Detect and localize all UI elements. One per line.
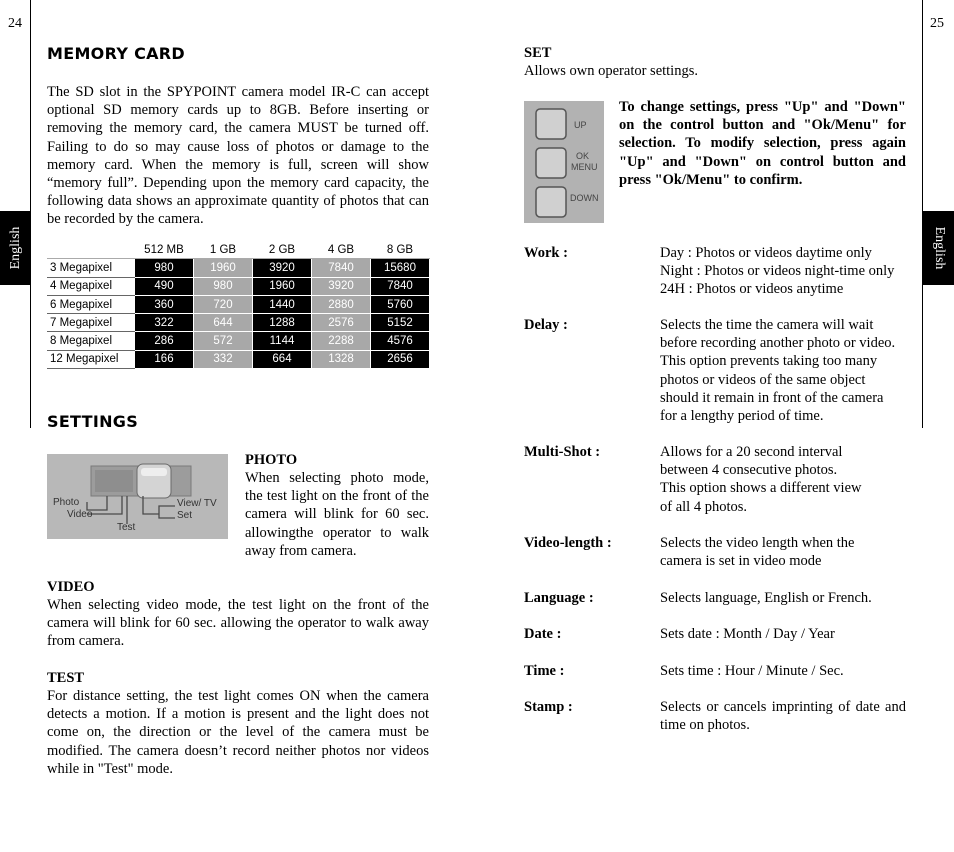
table-row xyxy=(48,332,430,350)
setting-line: should it remain in front of the camera xyxy=(660,389,884,406)
menu-label-line: MENU xyxy=(571,162,598,172)
setting-value: Selects or cancels imprinting of date and time on photos. xyxy=(660,699,906,734)
table-cell: 166 xyxy=(135,350,194,368)
setting-key: Delay : xyxy=(524,317,568,333)
row-label: 8 Megapixel xyxy=(48,332,135,350)
right-page-number: 25 xyxy=(930,16,944,31)
table-cell: 1960 xyxy=(194,259,253,277)
setting-value xyxy=(660,534,906,570)
switch-label-set: Set xyxy=(177,510,193,521)
table-row xyxy=(48,314,430,332)
table-cell: 980 xyxy=(194,277,253,295)
setting-line: Selects the video length when the xyxy=(660,535,855,551)
button-label-down: DOWN xyxy=(570,193,599,203)
table-cell: 1960 xyxy=(253,277,312,295)
setting-line: between 4 consecutive photos. xyxy=(660,462,838,479)
table-cell: 572 xyxy=(194,332,253,350)
row-label: 3 Megapixel xyxy=(48,259,135,277)
set-heading: SET xyxy=(524,45,552,61)
language-tab-label: English xyxy=(7,226,23,270)
table-cell: 1328 xyxy=(312,350,371,368)
table-cell: 3920 xyxy=(312,277,371,295)
video-text: When selecting video mode, the test light on the front of the camera will blink for 60 sec. allowing the operator to walk away from camera. xyxy=(47,597,429,650)
language-tab-right xyxy=(923,211,954,285)
table-cell: 1288 xyxy=(253,314,312,332)
table-cell: 286 xyxy=(135,332,194,350)
table-row xyxy=(48,277,430,295)
mode-switch-drawing xyxy=(47,454,228,539)
control-buttons-image xyxy=(524,101,604,223)
table-cell: 15680 xyxy=(371,259,430,277)
table-cell: 2288 xyxy=(312,332,371,350)
setting-line: This option prevents taking too many xyxy=(660,353,878,370)
switch-label-photo: Photo xyxy=(53,497,80,508)
setting-key: Date : xyxy=(524,626,562,642)
setting-value xyxy=(660,625,906,643)
table-cell: 644 xyxy=(194,314,253,332)
settings-heading: SETTINGS xyxy=(47,412,139,431)
table-cell: 5152 xyxy=(371,314,430,332)
table-cell: 5760 xyxy=(371,295,430,313)
table-cell: 1440 xyxy=(253,295,312,313)
table-cell: 2880 xyxy=(312,295,371,313)
row-label: 7 Megapixel xyxy=(48,314,135,332)
setting-line: Day : Photos or videos daytime only xyxy=(660,245,872,261)
video-heading: VIDEO xyxy=(47,579,95,595)
setting-line: photos or videos of the same object xyxy=(660,371,866,388)
setting-line: of all 4 photos. xyxy=(660,498,747,515)
photo-text: When selecting photo mode, the test light on the front of the camera will blink for 60 sec. allowingthe operator to walk away from camera. xyxy=(245,470,429,559)
setting-key: Stamp : xyxy=(524,699,573,715)
setting-line: Selects language, English or French. xyxy=(660,590,872,606)
set-instructions: To change settings, press "Up" and "Down" on the control button and "Ok/Menu" for selection. To modify selection, press again "Up" and "Down" on control button and press "Ok/Menu" to confirm. xyxy=(619,99,906,188)
memory-capacity-table xyxy=(47,240,430,369)
setting-line: Sets time : Hour / Minute / Sec. xyxy=(660,663,844,679)
table-row xyxy=(48,259,430,277)
table-cell: 1144 xyxy=(253,332,312,350)
control-buttons-drawing xyxy=(524,101,604,223)
row-label: 12 Megapixel xyxy=(48,350,135,368)
ok-label-line: OK xyxy=(576,151,590,161)
setting-key: Work : xyxy=(524,245,568,261)
table-cell: 7840 xyxy=(371,277,430,295)
table-corner xyxy=(48,241,135,259)
setting-line: before recording another photo or video. xyxy=(660,335,896,352)
photo-heading: PHOTO xyxy=(245,452,298,468)
switch-label-test: Test xyxy=(117,522,136,533)
column-header: 2 GB xyxy=(253,241,312,259)
setting-value xyxy=(660,443,906,516)
table-cell: 3920 xyxy=(253,259,312,277)
language-tab-left xyxy=(0,211,31,285)
table-header-row xyxy=(48,241,430,259)
left-page-number: 24 xyxy=(8,16,22,31)
table-cell: 7840 xyxy=(312,259,371,277)
setting-line: Allows for a 20 second interval xyxy=(660,444,843,460)
setting-value xyxy=(660,589,906,607)
button-label-up: UP xyxy=(574,120,587,130)
table-cell: 332 xyxy=(194,350,253,368)
memory-card-heading: MEMORY CARD xyxy=(47,44,186,63)
test-heading: TEST xyxy=(47,670,85,686)
setting-key: Time : xyxy=(524,663,565,679)
row-label: 4 Megapixel xyxy=(48,277,135,295)
mode-switch-image xyxy=(47,454,228,539)
setting-value xyxy=(660,662,906,680)
table-cell: 360 xyxy=(135,295,194,313)
table-cell: 322 xyxy=(135,314,194,332)
row-label: 6 Megapixel xyxy=(48,295,135,313)
table-cell: 490 xyxy=(135,277,194,295)
set-subtitle: Allows own operator settings. xyxy=(524,63,698,79)
table-cell: 4576 xyxy=(371,332,430,350)
setting-key: Multi-Shot : xyxy=(524,444,601,460)
table-row xyxy=(48,295,430,313)
table-cell: 664 xyxy=(253,350,312,368)
table-row xyxy=(48,350,430,368)
setting-line: for a lengthy period of time. xyxy=(660,408,824,425)
setting-line: 24H : Photos or videos anytime xyxy=(660,281,844,298)
setting-value xyxy=(660,244,906,299)
switch-label-video: Video xyxy=(67,509,93,520)
column-header: 8 GB xyxy=(371,241,430,259)
setting-line: Sets date : Month / Day / Year xyxy=(660,626,835,642)
language-tab-label: English xyxy=(931,226,947,270)
memory-card-intro: The SD slot in the SPYPOINT camera model IR-C can accept optional SD memory cards up to 8GB. Before inserting or removing the memory card, the camera MUST be turned off. Failing to do so may cause loss of photos or damage to the memory card. When the memory is full, screen will show “memory full”. Depending upon the memory card capacity, the following data shows an approximate quantity of photos that can be recorded by the camera. xyxy=(47,84,429,228)
setting-key: Video-length : xyxy=(524,535,612,551)
setting-line: camera is set in video mode xyxy=(660,553,822,570)
setting-line: Selects the time the camera will wait xyxy=(660,317,874,333)
setting-value xyxy=(660,316,906,425)
setting-key: Language : xyxy=(524,590,594,606)
table-cell: 2576 xyxy=(312,314,371,332)
column-header: 1 GB xyxy=(194,241,253,259)
table-cell: 2656 xyxy=(371,350,430,368)
column-header: 512 MB xyxy=(135,241,194,259)
table-cell: 720 xyxy=(194,295,253,313)
table-cell: 980 xyxy=(135,259,194,277)
setting-line: Night : Photos or videos night-time only xyxy=(660,263,895,280)
setting-line: This option shows a different view xyxy=(660,480,862,497)
switch-label-view-tv: View/ TV xyxy=(177,498,217,509)
test-text: For distance setting, the test light comes ON when the camera detects a motion. If a motion is present and the light does not come on, the direction or the level of the camera must be modified. The camera doesn’t record neither photos nor videos while in "Test" mode. xyxy=(47,688,429,777)
column-header: 4 GB xyxy=(312,241,371,259)
